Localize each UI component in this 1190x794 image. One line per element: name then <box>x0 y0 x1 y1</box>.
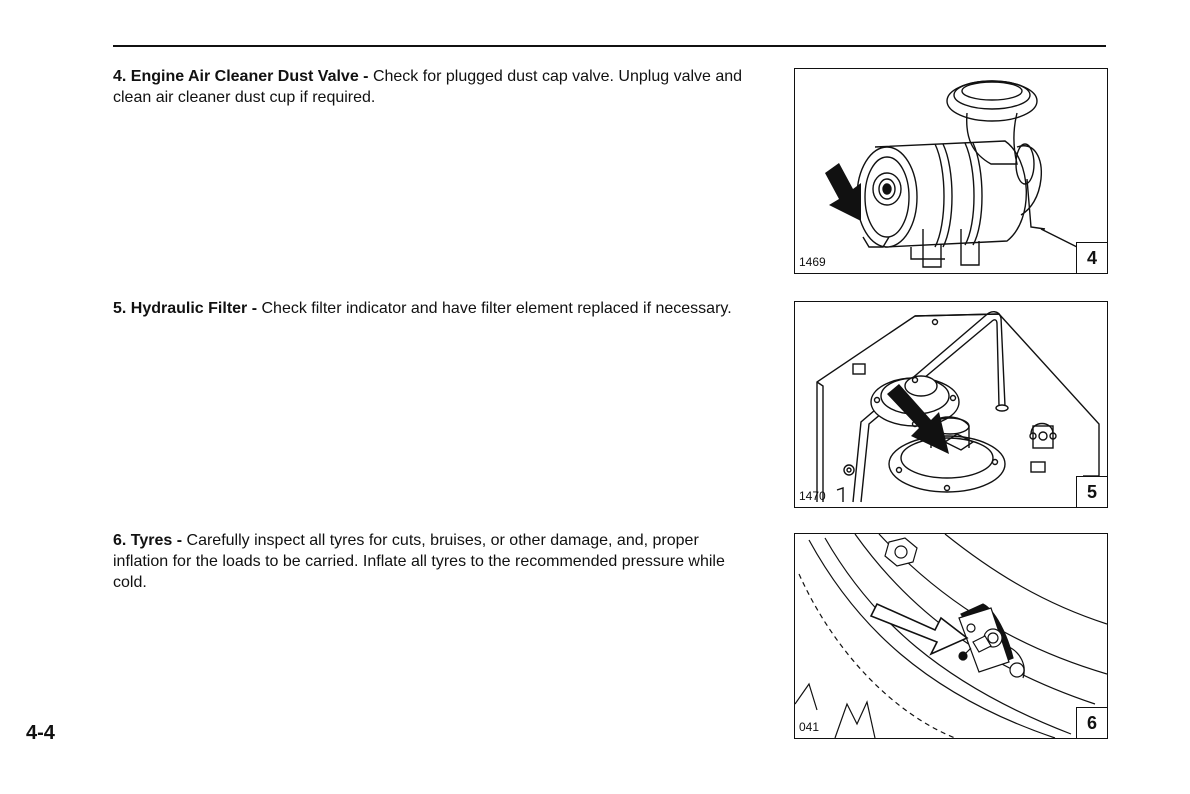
figure-tyre-valve <box>794 533 1108 739</box>
figure-code: 041 <box>799 720 820 734</box>
arrow-indicator <box>871 604 967 654</box>
figure-number: 6 <box>1076 707 1107 738</box>
hydraulic-tank-illustration <box>795 302 1107 507</box>
item-title: 4. Engine Air Cleaner Dust Valve - <box>113 68 369 85</box>
figure-number: 5 <box>1076 476 1107 507</box>
item-text: Check for plugged dust cap valve. Unplug valve and clean air cleaner dust cup if required. <box>113 68 743 106</box>
item-text: Carefully inspect all tyres for cuts, bruises, or other damage, and, proper inflation for the loads to be carried. Inflate all tyres to the recommended pressure while cold. <box>113 532 725 591</box>
figure-code: 1469 <box>799 255 826 269</box>
item-title: 6. Tyres - <box>113 532 183 549</box>
item-text: Check filter indicator and have filter element replaced if necessary. <box>257 300 732 317</box>
page-number: 4-4 <box>26 722 55 744</box>
header-rule <box>113 45 1106 47</box>
figure-number: 4 <box>1076 242 1107 273</box>
air-cleaner-illustration <box>795 69 1107 273</box>
figure-air-cleaner <box>794 68 1108 274</box>
item-title: 5. Hydraulic Filter - <box>113 300 258 317</box>
figure-hydraulic-filter <box>794 301 1108 508</box>
figure-code: 1470 <box>799 489 826 503</box>
item-hydraulic-filter <box>113 298 753 319</box>
arrow-indicator <box>825 163 861 221</box>
item-tyres <box>113 530 753 593</box>
item-air-cleaner-dust-valve <box>113 66 753 108</box>
tyre-valve-illustration <box>795 534 1107 738</box>
